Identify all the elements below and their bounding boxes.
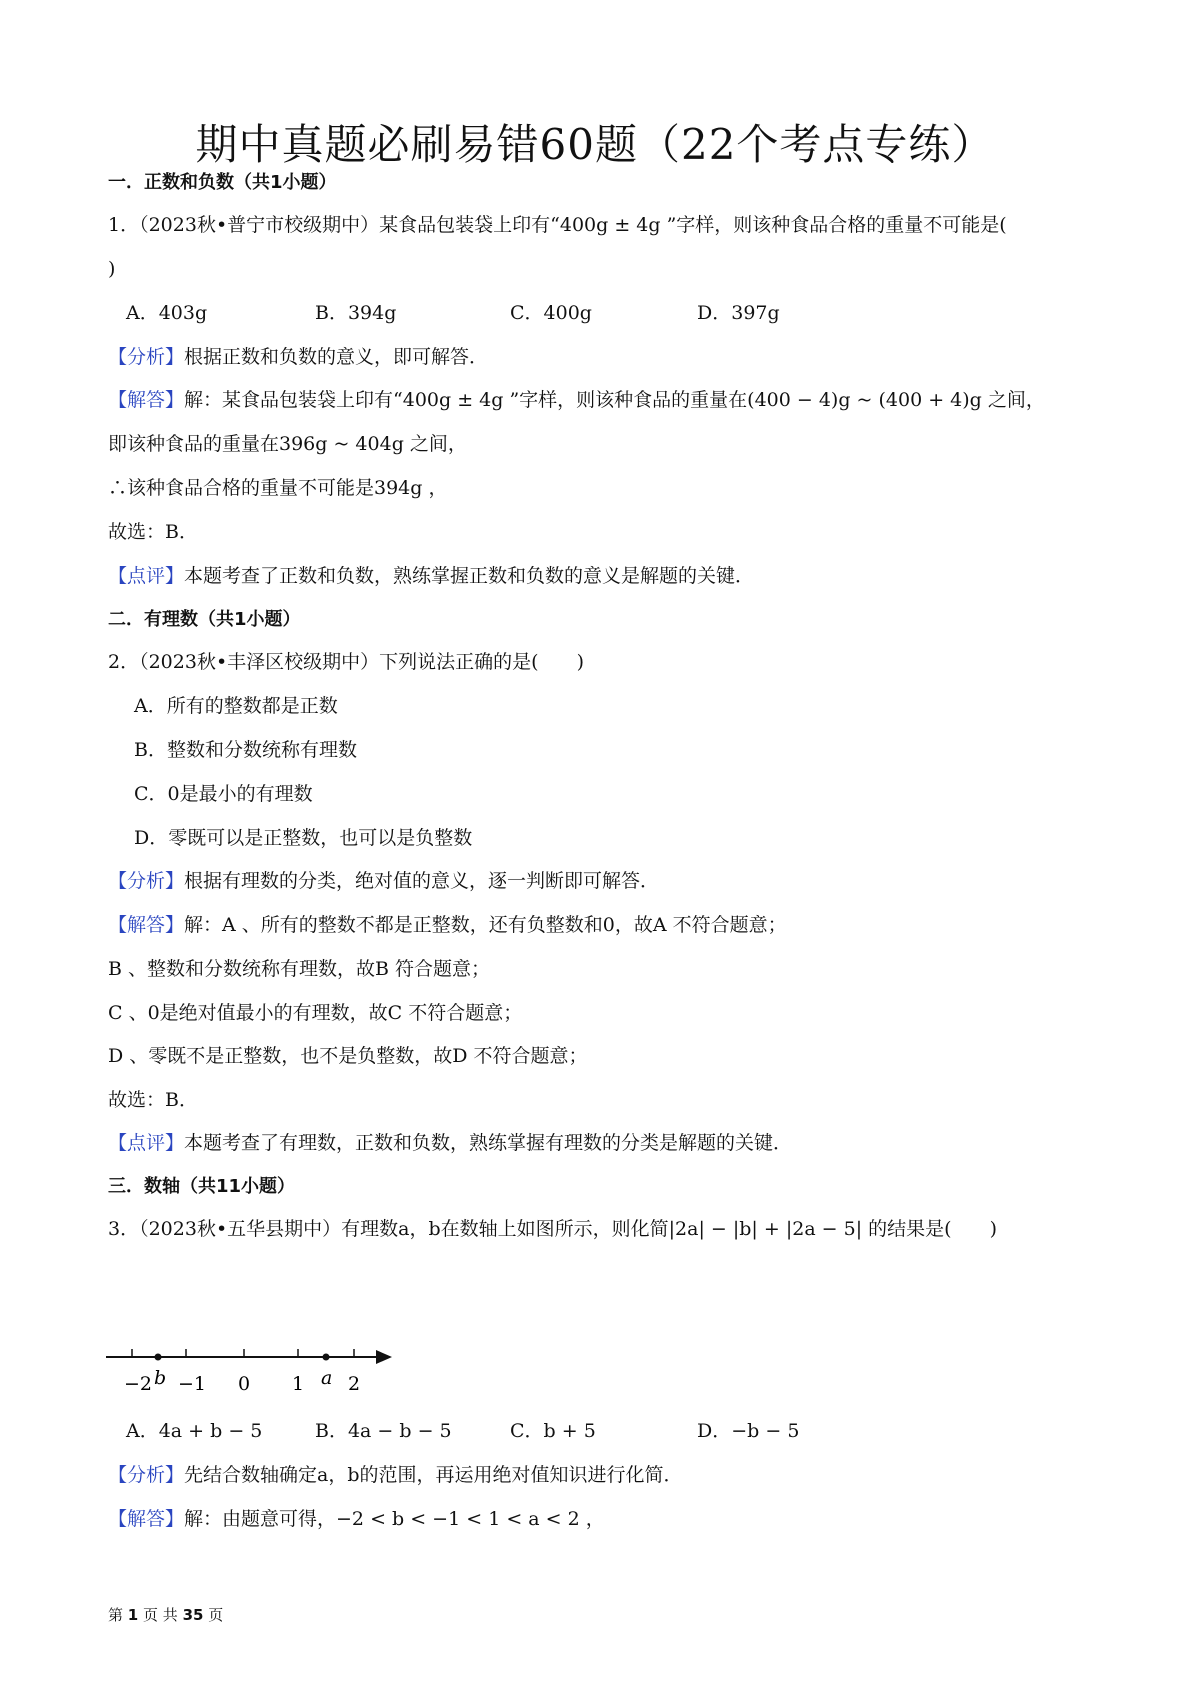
q2-answer-line-5: 故选：B．: [108, 1089, 198, 1111]
footer-page-number: 1: [127, 1606, 139, 1624]
q2-option-a: A．所有的整数都是正数: [134, 695, 338, 717]
q1-answer: [108, 387, 1045, 413]
question-1-text-cont: ): [108, 258, 116, 280]
label-1: 1: [292, 1373, 305, 1395]
analysis-tag: 【分析】: [108, 870, 185, 892]
label-neg2: −2: [124, 1373, 153, 1395]
q3-option-c: C．b + 5: [510, 1420, 596, 1442]
q1-answer-line-3: ∴该种食品合格的重量不可能是394g ，: [108, 477, 448, 499]
comment-tag: 【点评】: [108, 565, 185, 587]
question-2-text: 2．（2023秋•丰泽区校级期中）下列说法正确的是( ): [108, 651, 584, 673]
q3-option-d: D．−b − 5: [697, 1420, 800, 1442]
q3-answer: [108, 1506, 605, 1532]
point-b: [155, 1354, 162, 1361]
q2-option-d: D．零既可以是正整数，也可以是负整数: [134, 827, 473, 849]
q2-answer-line-4: D 、零既不是正整数，也不是负整数，故D 不符合题意；: [108, 1045, 588, 1067]
section-heading-3: 三．数轴（共11小题）: [108, 1176, 296, 1197]
q2-answer-line-3: C 、0是绝对值最小的有理数，故C 不符合题意；: [108, 1002, 523, 1024]
page-title: 期中真题必刷易错60题（22个考点专练）: [195, 120, 995, 169]
question-1-text: 1．（2023秋•普宁市校级期中）某食品包装袋上印有“400g ± 4g ”字样，则该种食品合格的重量不可能是(: [108, 214, 1007, 236]
label-neg1: −1: [178, 1373, 207, 1395]
answer-text: 解：A 、所有的整数不都是正整数，还有负整数和0，故A 不符合题意；: [184, 914, 787, 936]
q1-comment: [108, 563, 754, 589]
number-line-figure: [106, 1340, 426, 1398]
footer-middle: 页 共: [143, 1606, 178, 1624]
q1-answer-line-2: 即该种食品的重量在396g ~ 404g 之间，: [108, 433, 467, 455]
q2-answer: [108, 912, 787, 938]
q1-option-a: A．403g: [126, 302, 208, 324]
q2-answer-line-2: B 、整数和分数统称有理数，故B 符合题意；: [108, 958, 491, 980]
comment-tag: 【点评】: [108, 1132, 185, 1154]
label-b: b: [154, 1367, 167, 1389]
analysis-text: 根据正数和负数的意义，即可解答．: [184, 346, 489, 368]
section-heading-2: 二．有理数（共1小题）: [108, 609, 301, 630]
footer-suffix: 页: [208, 1606, 224, 1624]
question-3-text: 3．（2023秋•五华县期中）有理数a，b在数轴上如图所示，则化简|2a| − |b| + |2a − 5| 的结果是( ): [108, 1218, 997, 1240]
q1-option-c: C．400g: [510, 302, 592, 324]
label-2: 2: [348, 1373, 361, 1395]
comment-text: 本题考查了正数和负数，熟练掌握正数和负数的意义是解题的关键．: [184, 565, 755, 587]
q2-option-c: C．0是最小的有理数: [134, 783, 313, 805]
q2-analysis: [108, 868, 659, 894]
footer-prefix: 第: [108, 1606, 124, 1624]
answer-tag: 【解答】: [108, 914, 185, 936]
label-0: 0: [238, 1373, 251, 1395]
answer-text: 解：由题意可得，−2 < b < −1 < 1 < a < 2 ，: [184, 1508, 605, 1530]
q1-option-b: B．394g: [315, 302, 397, 324]
section-heading-1: 一．正数和负数（共1小题）: [108, 172, 337, 193]
point-a: [323, 1354, 330, 1361]
page-footer: [108, 1604, 223, 1625]
analysis-text: 先结合数轴确定a，b的范围，再运用绝对值知识进行化简．: [184, 1464, 683, 1486]
q2-option-b: B．整数和分数统称有理数: [134, 739, 357, 761]
answer-tag: 【解答】: [108, 389, 185, 411]
analysis-tag: 【分析】: [108, 1464, 185, 1486]
label-a: a: [321, 1367, 333, 1389]
q1-analysis: [108, 344, 488, 370]
q3-analysis: [108, 1462, 683, 1488]
footer-total-pages: 35: [182, 1606, 204, 1624]
q2-comment: [108, 1130, 792, 1156]
answer-tag: 【解答】: [108, 1508, 185, 1530]
q3-option-b: B．4a − b − 5: [315, 1420, 452, 1442]
q1-option-d: D．397g: [697, 302, 780, 324]
q1-answer-line-4: 故选：B．: [108, 521, 198, 543]
q3-option-a: A．4a + b − 5: [126, 1420, 263, 1442]
answer-text: 解：某食品包装袋上印有“400g ± 4g ”字样，则该种食品的重量在(400 − 4)g ~ (400 + 4)g 之间，: [184, 389, 1045, 411]
number-line-arrow: [376, 1350, 392, 1364]
analysis-text: 根据有理数的分类，绝对值的意义，逐一判断即可解答．: [184, 870, 660, 892]
comment-text: 本题考查了有理数，正数和负数，熟练掌握有理数的分类是解题的关键．: [184, 1132, 793, 1154]
analysis-tag: 【分析】: [108, 346, 185, 368]
